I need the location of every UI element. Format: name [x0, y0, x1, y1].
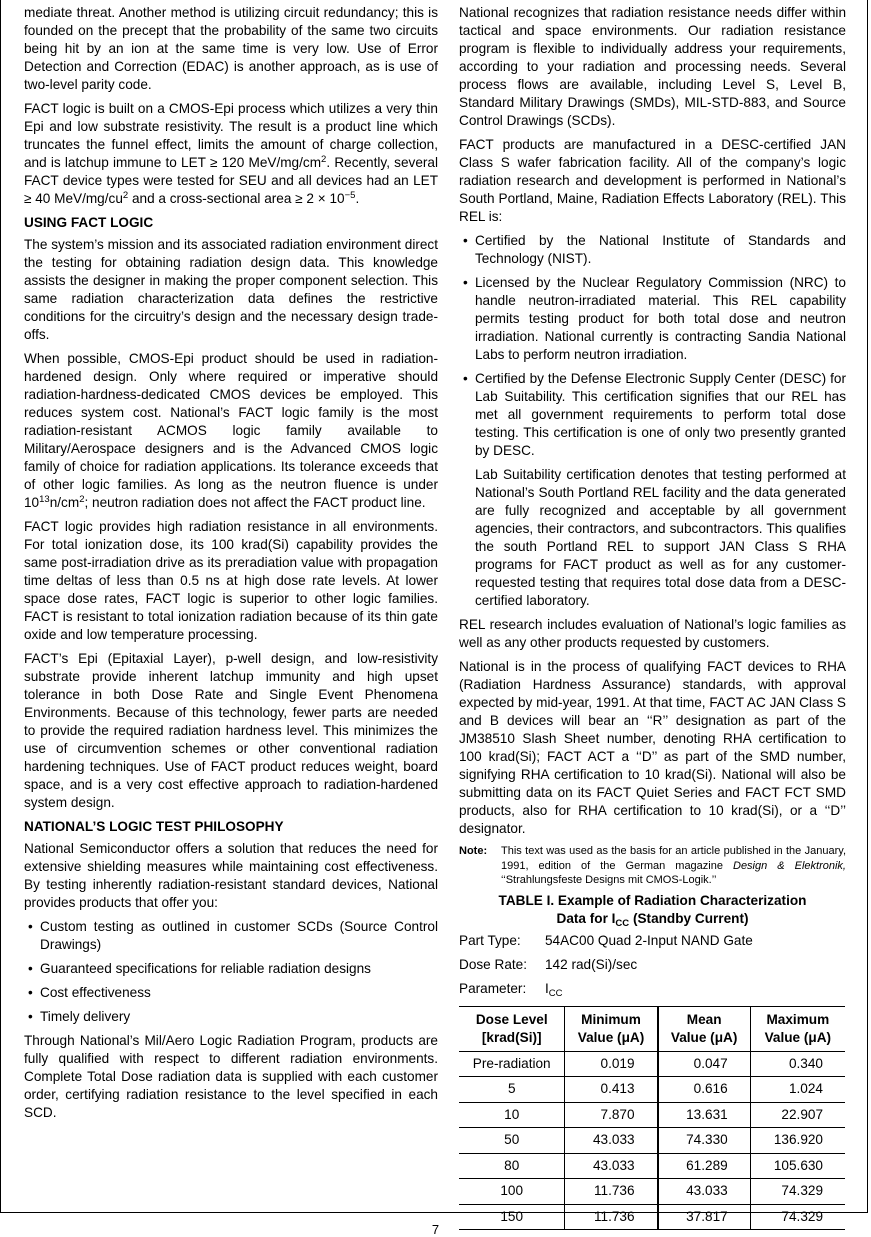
- parameter-main: I: [545, 980, 549, 996]
- value-cell: 74.329: [750, 1179, 845, 1205]
- dose-level-cell: 10: [459, 1102, 565, 1128]
- paragraph: [24, 1032, 438, 1122]
- page-number: 7: [431, 1222, 440, 1237]
- paragraph: [459, 466, 846, 610]
- text-run: ; neutron radiation does not affect the FACT product line.: [84, 495, 426, 510]
- text-run: Custom testing as outlined in customer SCDs (Source Control Drawings): [40, 919, 438, 952]
- superscript: 13: [39, 494, 50, 505]
- text-run: Guaranteed specifications for reliable radiation designs: [40, 961, 371, 976]
- text-run: National Semiconductor offers a solution that reduces the need for extensive shielding measures while maintaining cost effectiveness. By testing inherently radiation-resistant standard devices, National provides products that offer you:: [24, 841, 438, 910]
- section-heading: [24, 214, 438, 232]
- dose-rate-label: Dose Rate:: [459, 956, 528, 972]
- title-text: Data for I: [556, 910, 616, 926]
- text-run: USING FACT LOGIC: [24, 215, 154, 230]
- dose-level-cell: Pre-radiation: [459, 1051, 565, 1077]
- value-cell: 61.289: [658, 1153, 751, 1179]
- column-header: [459, 1006, 565, 1051]
- table-title: [459, 892, 846, 928]
- superscript: −5: [344, 190, 356, 201]
- text-run: NATIONAL’S LOGIC TEST PHILOSOPHY: [24, 819, 284, 834]
- text-run: National recognizes that radiation resistance needs differ within tactical and space environments. Our radiation resistance program is flexible to individually address your requirements, according to your radiation and processing needs. Several process flows are available, including Level S, Level B, Standard Military Drawings (SMDs), MIL-STD-883, and Source Control Drawings (SCDs).: [459, 5, 846, 128]
- right-column-text: [459, 4, 846, 838]
- text-run: FACT products are manufactured in a DESC-certified JAN Class S wafer fabrication facility. All of the company’s logic radiation research and development is performed in National’s South Portland, Maine, Radiation Effects Laboratory (REL). This REL is:: [459, 137, 846, 224]
- bullet-icon: •: [28, 961, 33, 976]
- value-cell: 74.329: [750, 1204, 845, 1230]
- superscript: 2: [79, 494, 85, 505]
- table-row: [459, 1179, 845, 1205]
- header-line: Maximum: [766, 1011, 830, 1027]
- bullet-icon: •: [28, 919, 33, 934]
- part-type-value: 54AC00 Quad 2-Input NAND Gate: [545, 932, 753, 948]
- bullet-icon: •: [463, 371, 468, 386]
- bullet-icon: •: [28, 985, 33, 1000]
- bullet-item: [459, 232, 846, 268]
- header-line: Value (μA): [764, 1029, 832, 1045]
- section-heading: [24, 818, 438, 836]
- dose-level-cell: 150: [459, 1204, 565, 1230]
- paragraph: [24, 100, 438, 208]
- header-line: Value (μA): [670, 1029, 738, 1045]
- text-run: mediate threat. Another method is utilizing circuit redundancy; this is founded on the precept that the probability of the same two circuits being hit by an ion at the same time is very low. Use of Error Detection and Correction (EDAC) is another approach, as is use of two-level parity code.: [24, 5, 438, 92]
- value-cell: 43.033: [565, 1153, 658, 1179]
- title-text: (Standby Current): [629, 910, 749, 926]
- radiation-data-table: [459, 1006, 845, 1231]
- value-cell: 0.019: [565, 1051, 658, 1077]
- value-cell: 37.817: [658, 1204, 751, 1230]
- value-cell: 22.907: [750, 1102, 845, 1128]
- table-row: [459, 1077, 845, 1103]
- column-header: [565, 1006, 658, 1051]
- text-run: Cost effectiveness: [40, 985, 151, 1000]
- parameter-row: [459, 980, 846, 998]
- value-cell: 74.330: [658, 1128, 751, 1154]
- value-cell: 0.413: [565, 1077, 658, 1103]
- parameter-subscript: CC: [548, 987, 563, 999]
- dose-level-cell: 50: [459, 1128, 565, 1154]
- value-cell: 13.631: [658, 1102, 751, 1128]
- text-run: .: [355, 191, 360, 206]
- bullet-item: [24, 918, 438, 954]
- text-run: Through National’s Mil/Aero Logic Radiation Program, products are fully qualified with respect to different radiation environments. Complete Total Dose radiation data is supplied with each customer order, certifying radiation resistance to the level specified in each SCD.: [24, 1033, 438, 1120]
- paragraph: [459, 658, 846, 838]
- italic-text: Design & Elektronik,: [733, 859, 846, 872]
- header-line: Mean: [686, 1011, 722, 1027]
- table-body: [459, 1051, 845, 1230]
- dose-level-cell: 5: [459, 1077, 565, 1103]
- parameter-value: [545, 980, 563, 998]
- bullet-icon: •: [28, 1009, 33, 1024]
- table-row: [459, 1051, 845, 1077]
- right-column: [459, 4, 846, 1230]
- header-line: [krad(Si)]: [481, 1029, 542, 1045]
- dose-rate-row: [459, 956, 846, 974]
- bullet-item: [459, 274, 846, 364]
- bullet-item: [459, 370, 846, 460]
- value-cell: 0.047: [658, 1051, 751, 1077]
- note-text: [501, 844, 846, 888]
- text-run: REL research includes evaluation of National’s logic families as well as any other products requested by customers.: [459, 617, 846, 650]
- paragraph: [24, 650, 438, 812]
- text-run: FACT logic is built on a CMOS-Epi process which utilizes a very thin Epi and low substrate resistivity. The result is a product line which truncates the funnel effect, limits the amount of charge collection, and is latchup immune to LET ≥ 120 MeV/mg/cm: [24, 101, 438, 170]
- paragraph: [24, 350, 438, 512]
- text-run: The system’s mission and its associated radiation environment direct the testing for obtaining radiation design data. This knowledge assists the designer in making the proper component selection. This same radiation characterization data defines the restrictive conditions for the circuitry’s design and the necessary design trade-offs.: [24, 237, 438, 342]
- value-cell: 0.340: [750, 1051, 845, 1077]
- text-run: Licensed by the Nuclear Regulatory Commission (NRC) to handle neutron-irradiated material. This REL capability permits testing product for both total dose and neutron irradiation. National currently is contracting Sandia National Labs to perform neutron irradiation.: [475, 275, 846, 362]
- note-label: Note:: [459, 845, 488, 857]
- text-run: . Recently, several FACT device types were tested for SEU and all devices had an LET ≥ 40 MeV/mg/cu: [24, 155, 438, 206]
- table-row: [459, 1102, 845, 1128]
- table-title-line2: [459, 910, 846, 928]
- header-line: Minimum: [581, 1011, 641, 1027]
- table-header-row: [459, 1006, 845, 1051]
- bullet-item: [24, 960, 438, 978]
- text-run: FACT logic provides high radiation resistance in all environments. For total ionization dose, its 100 krad(Si) capability provides the same post-irradiation drive as its preradiation value with propagation time deltas of less than 0.5 ns at high dose rate levels. At lower space dose rates, FACT logic is superior to other logic families. FACT is resistant to total ionization radiation because of its thin gate oxide and low temperature processing.: [24, 519, 438, 642]
- text-run: Timely delivery: [40, 1009, 131, 1024]
- footnote: [459, 844, 846, 888]
- text-run: National is in the process of qualifying FACT devices to RHA (Radiation Hardness Assurance) standards, with approval expected by mid-year, 1991. At that time, FACT AC JAN Class S and B devices will bear an ‘‘R’’ designation as part of the JM38510 Slash Sheet number, denoting RHA certification to 100 krad(Si); FACT ACT a ‘‘D’’ as part of the SMD number, signifying RHA certification to 10 krad(Si). National will also be submitting data on its FACT Quiet Series and FACT FCT SMD products, also for RHA certification to 10 krad(Si), or a ‘‘D’’ designator.: [459, 659, 846, 836]
- column-header: [658, 1006, 751, 1051]
- part-type-row: [459, 932, 846, 950]
- value-cell: 11.736: [565, 1179, 658, 1205]
- text-run: Certified by the National Institute of Standards and Technology (NIST).: [475, 233, 846, 266]
- column-header: [750, 1006, 845, 1051]
- dose-level-cell: 80: [459, 1153, 565, 1179]
- paragraph: [24, 518, 438, 644]
- value-cell: 105.630: [750, 1153, 845, 1179]
- value-cell: 43.033: [658, 1179, 751, 1205]
- text-run: Lab Suitability certification denotes that testing performed at National’s South Portland REL facility and the data generated are fully recognized and acceptable by all government agencies, their contractors, and subcontractors. This qualifies the south Portland REL to support JAN Class S RHA programs for FACT product as well as for any customer-requested testing that requires total dose data from a DESC-certified laboratory.: [475, 467, 846, 608]
- bullet-icon: •: [463, 275, 468, 290]
- superscript: 2: [321, 154, 327, 165]
- text-run: n/cm: [49, 495, 80, 510]
- bullet-item: [24, 984, 438, 1002]
- paragraph: [24, 236, 438, 344]
- table-row: [459, 1128, 845, 1154]
- text-run: and a cross-sectional area ≥ 2 × 10: [128, 191, 345, 206]
- table-title-line1: TABLE I. Example of Radiation Characterization: [498, 892, 807, 908]
- paragraph: [24, 840, 438, 912]
- table-row: [459, 1153, 845, 1179]
- paragraph: [459, 4, 846, 130]
- left-column: [24, 4, 438, 1128]
- value-cell: 0.616: [658, 1077, 751, 1103]
- header-line: Value (μA): [577, 1029, 645, 1045]
- value-cell: 136.920: [750, 1128, 845, 1154]
- title-subscript: CC: [615, 917, 630, 929]
- text-run: When possible, CMOS-Epi product should be used in radiation-hardened design. Only where required or imperative should radiation-hardness-dedicated CMOS devices be employed. This reduces system cost. National’s FACT logic family is the most radiation-resistant ACMOS logic family available to Military/Aerospace designers and is the Advanced CMOS logic family of choice for radiation applications. Its tolerance exceeds that of other logic families. As long as the neutron fluence is under 10: [24, 351, 438, 510]
- superscript: 2: [122, 190, 129, 201]
- bullet-icon: •: [463, 233, 468, 248]
- parameter-label: Parameter:: [459, 980, 527, 996]
- text-run: This text was used as the basis for an article published in the January, 1991, edition of the German magazine: [501, 845, 846, 872]
- dose-level-cell: 100: [459, 1179, 565, 1205]
- value-cell: 11.736: [565, 1204, 658, 1230]
- paragraph: [459, 136, 846, 226]
- text-run: Certified by the Defense Electronic Supply Center (DESC) for Lab Suitability. This certification signifies that our REL has met all government requirements to perform total dose testing. This certification is one of only two presently granted by DESC.: [475, 371, 846, 458]
- text-run: FACT’s Epi (Epitaxial Layer), p-well design, and low-resistivity substrate provide inherent latchup immunity and high upset tolerance in both Dose Rate and Single Event Phenomena Environments. Because of this technology, fewer parts are needed to provide the required radiation hardness level. This minimizes the use of circumvention schemes or other conventional radiation hardening techniques. Use of FACT product reduces weight, board space, and is a very cost effective approach to radiation-hardened system design.: [24, 651, 438, 810]
- paragraph: [24, 4, 438, 94]
- header-line: Dose Level: [475, 1011, 548, 1027]
- value-cell: 43.033: [565, 1128, 658, 1154]
- bullet-item: [24, 1008, 438, 1026]
- value-cell: 7.870: [565, 1102, 658, 1128]
- value-cell: 1.024: [750, 1077, 845, 1103]
- part-type-label: Part Type:: [459, 932, 521, 948]
- dose-rate-value: 142 rad(Si)/sec: [545, 956, 638, 972]
- text-run: ‘‘Strahlungsfeste Designs mit CMOS-Logik.’’: [501, 874, 717, 886]
- paragraph: [459, 616, 846, 652]
